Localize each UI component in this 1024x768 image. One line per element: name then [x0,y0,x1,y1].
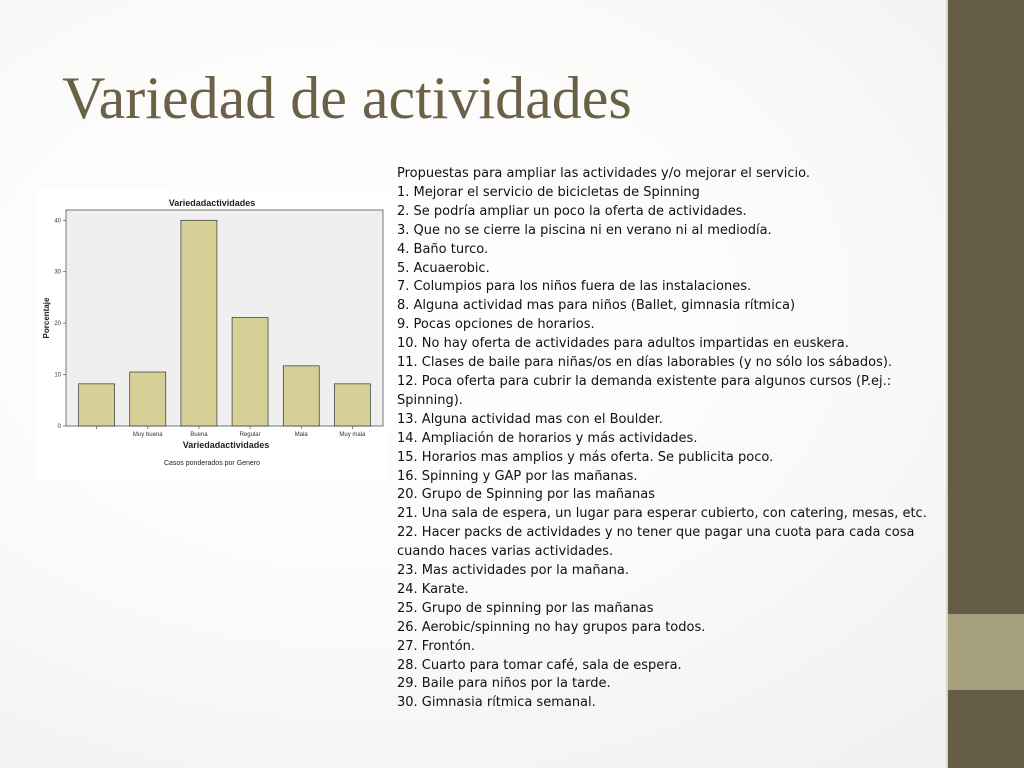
decorative-sidebar-accent [948,614,1024,690]
proposal-item: 13. Alguna actividad mas con el Boulder. [397,411,663,427]
proposal-item: 26. Aerobic/spinning no hay grupos para todos. [397,619,706,635]
proposal-item: 21. Una sala de espera, un lugar para esperar cubierto, con catering, mesas, etc. [397,506,927,522]
proposal-item: 15. Horarios mas amplios y más oferta. Se publicita poco. [397,449,774,465]
proposal-item: 20. Grupo de Spinning por las mañanas [397,487,655,503]
x-tick-label: Regular [239,432,261,438]
proposal-item: 25. Grupo de spinning por las mañanas [397,600,654,616]
bar [283,366,319,426]
y-tick-label: 20 [54,321,61,328]
bar-chart [36,190,388,480]
proposal-item: 30. Gimnasia rítmica semanal. [397,695,596,711]
proposal-heading: Propuestas para ampliar las actividades y/o mejorar el servicio. [397,166,811,181]
proposal-item: 8. Alguna actividad mas para niños (Ballet, gimnasia rítmica) [397,298,796,314]
bar [232,317,268,426]
y-tick-label: 30 [54,269,61,276]
chart-footnote: Casos ponderados por Genero [163,460,261,467]
proposal-item: 24. Karate. [397,581,469,597]
y-tick-label: 40 [54,218,61,225]
proposal-item: 10. No hay oferta de actividades para adultos impartidas en euskera. [397,336,849,352]
proposal-list [397,165,945,713]
proposal-item: 2. Se podría ampliar un poco la oferta de actividades. [397,203,747,219]
slide-title: Variedad de actividades [62,65,632,131]
chart-title: Variedadactividades [168,198,256,208]
bar [334,384,370,426]
x-axis-label: Variedadactividades [182,440,270,450]
y-tick-label: 10 [54,372,61,379]
proposal-item: 29. Baile para niños por la tarde. [397,676,611,692]
proposal-item: 5. Acuaerobic. [397,260,490,276]
proposal-item: 11. Clases de baile para niñas/os en días laborables (y no sólo los sábados). [397,355,893,371]
bar-chart-svg [36,190,388,480]
bar [130,372,166,426]
bar [79,384,115,426]
proposal-item: 27. Frontón. [397,638,476,654]
proposal-item: 9. Pocas opciones de horarios. [397,317,595,333]
x-tick-label: Muy buena [132,432,163,438]
y-axis-label: Porcentaje [42,297,51,339]
proposal-item: 22. Hacer packs de actividades y no tener que pagar una cuota para cada cosa cuando haces varias actividades. [397,525,915,560]
x-tick-label: Muy mala [339,432,366,438]
bar [181,220,217,426]
y-tick-label: 0 [57,424,61,430]
proposal-item: 23. Mas actividades por la mañana. [397,563,629,579]
proposal-item: 12. Poca oferta para cubrir la demanda existente para algunos cursos (P.ej.: Spinning). [397,373,892,408]
proposal-item: 1. Mejorar el servicio de bicicletas de Spinning [397,184,700,200]
x-tick-label: Buena [190,432,208,438]
proposal-item: 7. Columpios para los niños fuera de las instalaciones. [397,279,752,295]
proposal-item: 3. Que no se cierre la piscina ni en verano ni al mediodía. [397,222,772,238]
proposal-item: 14. Ampliación de horarios y más actividades. [397,430,698,446]
proposal-item: 16. Spinning y GAP por las mañanas. [397,468,638,484]
proposal-item: 4. Baño turco. [397,241,489,257]
x-tick-label: Mala [294,432,308,438]
proposal-item: 28. Cuarto para tomar café, sala de espera. [397,657,682,673]
